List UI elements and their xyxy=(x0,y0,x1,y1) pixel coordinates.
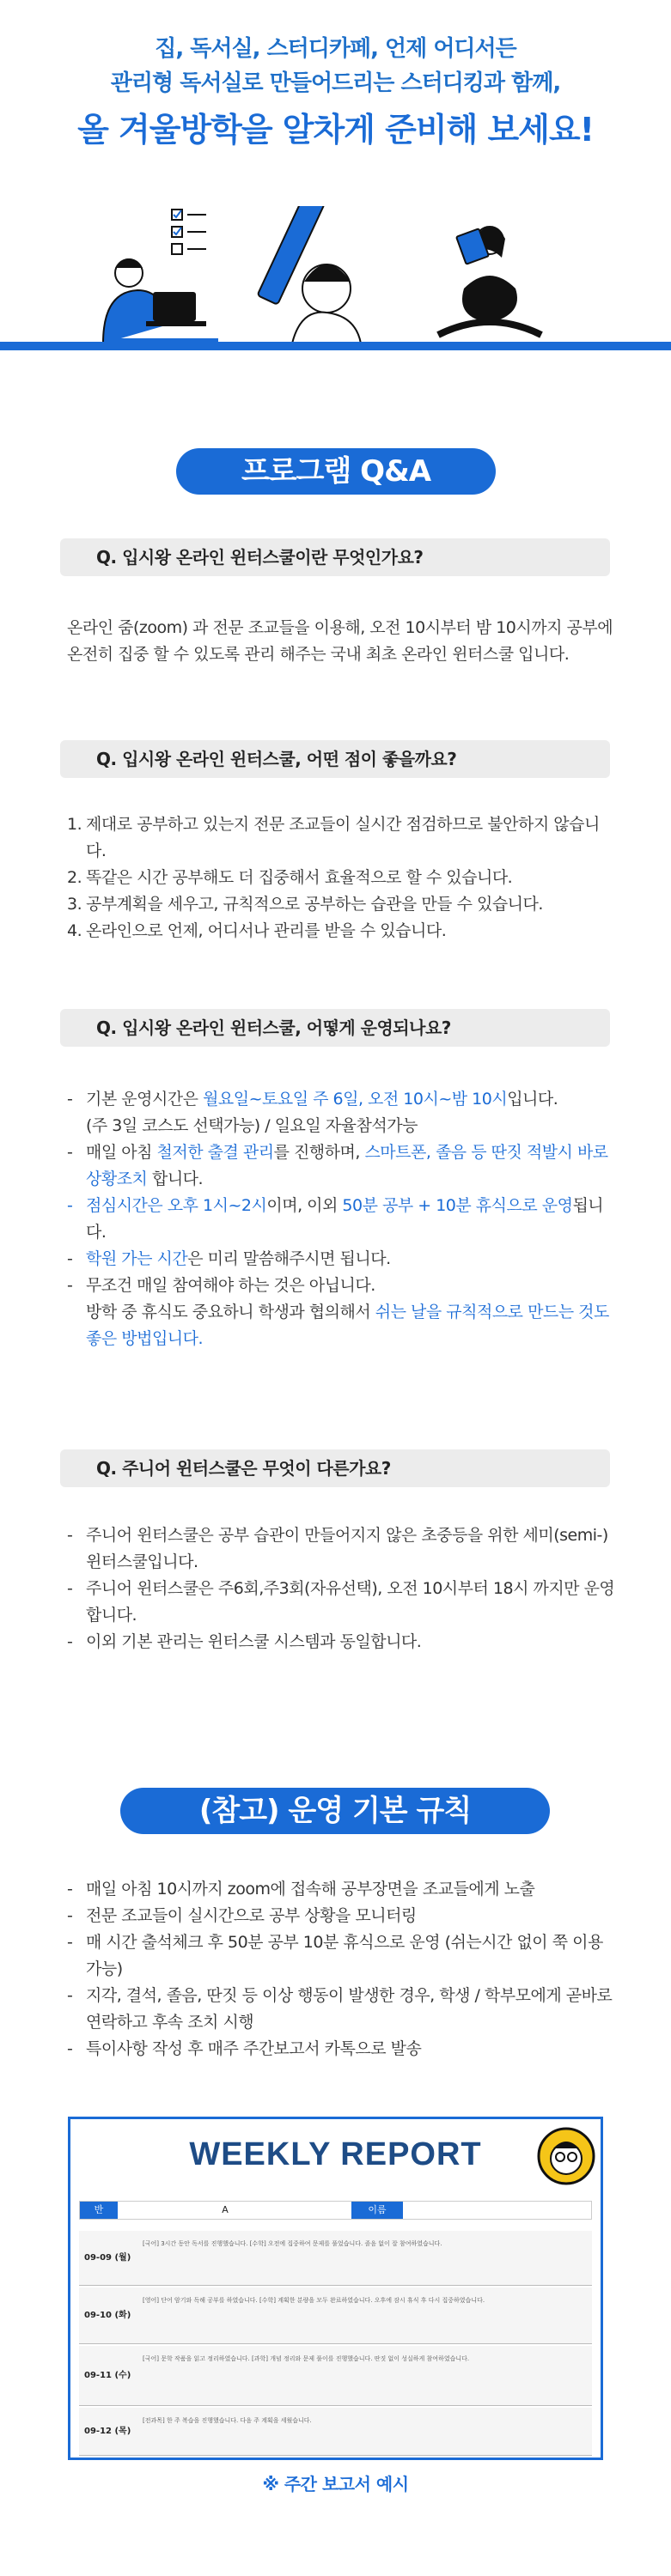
row-date: 09-09 (월) xyxy=(84,2253,131,2263)
list-item: - 점심시간은 오후 1시~2시이며, 이외 50분 공부 + 10분 휴식으로 운영됩니다. xyxy=(67,1196,604,1242)
list-item: - 주니어 윈터스쿨은 주6회,주3회(자유선택), 오전 10시부터 18시 까지만 운영합니다. xyxy=(67,1579,615,1625)
highlight-span: 스마트폰, 졸음 등 딴짓 적발시 바로 상황조치 xyxy=(86,1143,608,1188)
list-item: - 특이사항 작성 후 매주 주간보고서 카톡으로 발송 xyxy=(67,2039,422,2058)
list-text: 특이사항 작성 후 매주 주간보고서 카톡으로 발송 xyxy=(86,2039,422,2058)
list-text: 매 시간 출석체크 후 50분 공부 10분 휴식으로 운영 (쉬는시간 없이 쭉 이용가능) xyxy=(86,1933,603,1978)
list-item: - 이외 기본 관리는 윈터스쿨 시스템과 동일합니다. xyxy=(67,1632,422,1651)
text-span: 입니다. xyxy=(507,1090,558,1109)
text-span: 이며, 이외 xyxy=(266,1196,343,1215)
row-date: 09-10 (화) xyxy=(84,2311,131,2320)
table-row xyxy=(79,2346,592,2406)
mascot-badge-icon xyxy=(536,2126,596,2186)
text-span: 매일 아침 xyxy=(86,1143,157,1162)
list-text: 주니어 윈터스쿨은 공부 습관이 만들어지지 않은 초중등을 위한 세미(semi-) 윈터스쿨입니다. xyxy=(86,1526,608,1571)
class-label: 반 xyxy=(80,2202,118,2219)
rules-section-title: (참고) 운영 기본 규칙 xyxy=(120,1788,550,1834)
text-span: 무조건 매일 참여해야 하는 것은 아닙니다. xyxy=(86,1276,375,1295)
hero-illustration xyxy=(77,206,593,343)
hero-divider-bar xyxy=(0,342,671,350)
text-span: 를 진행하며, xyxy=(273,1143,365,1162)
list-text: 매일 아침 10시까지 zoom에 접속해 공부장면을 조교들에게 노출 xyxy=(86,1880,535,1899)
list-item: - 무조건 매일 참여해야 하는 것은 아닙니다. 방학 중 휴식도 중요하니 학생과 협의해서 쉬는 날을 규칙적으로 만드는 것도 좋은 방법입니다. xyxy=(67,1276,609,1348)
rules-list xyxy=(67,1876,617,2063)
question-2: Q. 입시왕 온라인 윈터스쿨, 어떤 점이 좋을까요? xyxy=(60,740,610,778)
hero-line-1: 집, 독서실, 스터디카페, 언제 어디서든 xyxy=(155,36,516,62)
list-text: 똑같은 시간 공부해도 더 집중해서 효율적으로 할 수 있습니다. xyxy=(86,868,513,887)
list-item: - 학원 가는 시간은 미리 말씀해주시면 됩니다. xyxy=(67,1249,391,1268)
student-laptop-illustration xyxy=(103,258,218,343)
answer-3-list xyxy=(67,1086,617,1352)
text-span: 됩니다. xyxy=(86,1196,604,1242)
text-span: 합니다. xyxy=(147,1170,204,1188)
list-item: - 매일 아침 철저한 출결 관리를 진행하며, 스마트폰, 졸음 등 딴짓 적발시 바로 상황조치 합니다. xyxy=(67,1143,608,1188)
list-item: - 매 시간 출석체크 후 50분 공부 10분 휴식으로 운영 (쉬는시간 없이 쭉 이용가능) xyxy=(67,1933,603,1978)
answer-2-list xyxy=(67,811,617,945)
row-text: [국어] 문학 작품을 읽고 정리하였습니다. [과학] 개념 정리와 문제 풀이를 진행했습니다. 딴짓 없이 성실하게 참여하였습니다. xyxy=(143,2355,470,2362)
list-text: 이외 기본 관리는 윈터스쿨 시스템과 동일합니다. xyxy=(86,1632,422,1651)
highlight-span: 50분 공부 + 10분 휴식으로 운영 xyxy=(342,1196,573,1215)
list-item: - 기본 운영시간은 월요일~토요일 주 6일, 오전 10시~밤 10시입니다. (주 3일 코스도 선택가능) / 일요일 자율참석가능 xyxy=(67,1090,558,1135)
highlight-span: 월요일~토요일 주 6일, 오전 10시~밤 10시 xyxy=(203,1090,508,1109)
text-span: 은 미리 말씀해주시면 됩니다. xyxy=(187,1249,391,1268)
list-text: 주니어 윈터스쿨은 주6회,주3회(자유선택), 오전 10시부터 18시 까지만 운영합니다. xyxy=(86,1579,615,1625)
class-value: A xyxy=(222,2204,229,2215)
hero-section xyxy=(0,0,671,352)
hero-headline: 올 겨울방학을 알차게 준비해 보세요! xyxy=(77,111,594,149)
question-4: Q. 주니어 윈터스쿨은 무엇이 다른가요? xyxy=(60,1449,610,1487)
question-3: Q. 입시왕 온라인 윈터스쿨, 어떻게 운영되나요? xyxy=(60,1009,610,1047)
pencil-student-illustration xyxy=(257,206,361,343)
highlight-span: 학원 가는 시간 xyxy=(86,1249,188,1268)
row-text: [전과목] 한 주 복습을 진행했습니다. 다음 주 계획을 세웠습니다. xyxy=(143,2417,312,2424)
list-text: 제대로 공부하고 있는지 전문 조교들이 실시간 점검하므로 불안하지 않습니다. xyxy=(86,815,600,860)
name-label: 이름 xyxy=(351,2202,403,2219)
weekly-report-example xyxy=(68,2117,603,2460)
name-value xyxy=(403,2202,591,2219)
row-text: [국어] 3시간 동안 독서를 진행했습니다. [수학] 오전에 집중하여 문제를 풀었습니다. 졸음 없이 잘 참여하였습니다. xyxy=(143,2240,442,2247)
highlight-span: 철저한 출결 관리 xyxy=(156,1143,274,1162)
row-text: [영어] 단어 암기와 독해 공부를 하였습니다. [수학] 계획한 분량을 모두 완료하였습니다. 오후에 잠시 휴식 후 다시 집중하였습니다. xyxy=(143,2297,485,2304)
reading-student-illustration xyxy=(438,226,541,335)
report-caption: ※ 주간 보고서 예시 xyxy=(262,2474,409,2494)
list-text: 지각, 결석, 졸음, 딴짓 등 이상 행동이 발생한 경우, 학생 / 학부모에게 곧바로 연락하고 후속 조치 시행 xyxy=(86,1986,613,2032)
text-span: (주 3일 코스도 선택가능) / 일요일 자율참석가능 xyxy=(86,1116,418,1135)
highlight-span: 쉬는 날을 규칙적으로 만드는 것도 좋은 방법입니다. xyxy=(86,1303,609,1348)
answer-4-list xyxy=(67,1522,617,1656)
table-row xyxy=(79,2287,592,2344)
question-1: Q. 입시왕 온라인 윈터스쿨이란 무엇인가요? xyxy=(60,538,610,576)
table-row xyxy=(79,2408,592,2456)
list-text: 온라인으로 언제, 어디서나 관리를 받을 수 있습니다. xyxy=(86,921,447,940)
row-date: 09-11 (수) xyxy=(84,2371,131,2380)
list-item: - 지각, 결석, 졸음, 딴짓 등 이상 행동이 발생한 경우, 학생 / 학부모에게 곧바로 연락하고 후속 조치 시행 xyxy=(67,1986,613,2032)
list-number: 3. xyxy=(67,895,82,914)
list-number: 2. xyxy=(67,868,82,887)
qa-section-title: 프로그램 Q&A xyxy=(176,448,496,495)
text-span: 기본 운영시간은 xyxy=(86,1090,204,1109)
hero-line-2: 관리형 독서실로 만들어드리는 스터디킹과 함께, xyxy=(110,70,561,96)
list-item xyxy=(67,865,617,891)
list-text: 전문 조교들이 실시간으로 공부 상황을 모니터링 xyxy=(86,1906,417,1925)
list-item xyxy=(67,891,617,918)
report-header xyxy=(79,2201,592,2220)
table-row xyxy=(79,2231,592,2286)
list-item: - 주니어 윈터스쿨은 공부 습관이 만들어지지 않은 초중등을 위한 세미(semi-) 윈터스쿨입니다. xyxy=(67,1526,608,1571)
text-span: 방학 중 휴식도 중요하니 학생과 협의해서 xyxy=(86,1303,375,1321)
list-item xyxy=(67,811,617,865)
row-date: 09-12 (목) xyxy=(84,2427,131,2436)
report-title: WEEKLY REPORT xyxy=(189,2136,482,2172)
list-item: - 전문 조교들이 실시간으로 공부 상황을 모니터링 xyxy=(67,1906,417,1925)
list-item xyxy=(67,918,617,945)
checklist-icon xyxy=(172,210,206,254)
answer-1: 온라인 줌(zoom) 과 전문 조교들을 이용해, 오전 10시부터 밤 10시까지 공부에 온전히 집중 할 수 있도록 관리 해주는 국내 최초 온라인 윈터스쿨 입니다. xyxy=(67,618,613,664)
list-text: 공부계획을 세우고, 규칙적으로 공부하는 습관을 만들 수 있습니다. xyxy=(86,895,543,914)
highlight-span: 점심시간은 오후 1시~2시 xyxy=(86,1196,267,1215)
list-item: - 매일 아침 10시까지 zoom에 접속해 공부장면을 조교들에게 노출 xyxy=(67,1880,535,1899)
list-number: 1. xyxy=(67,815,82,834)
list-number: 4. xyxy=(67,921,82,940)
